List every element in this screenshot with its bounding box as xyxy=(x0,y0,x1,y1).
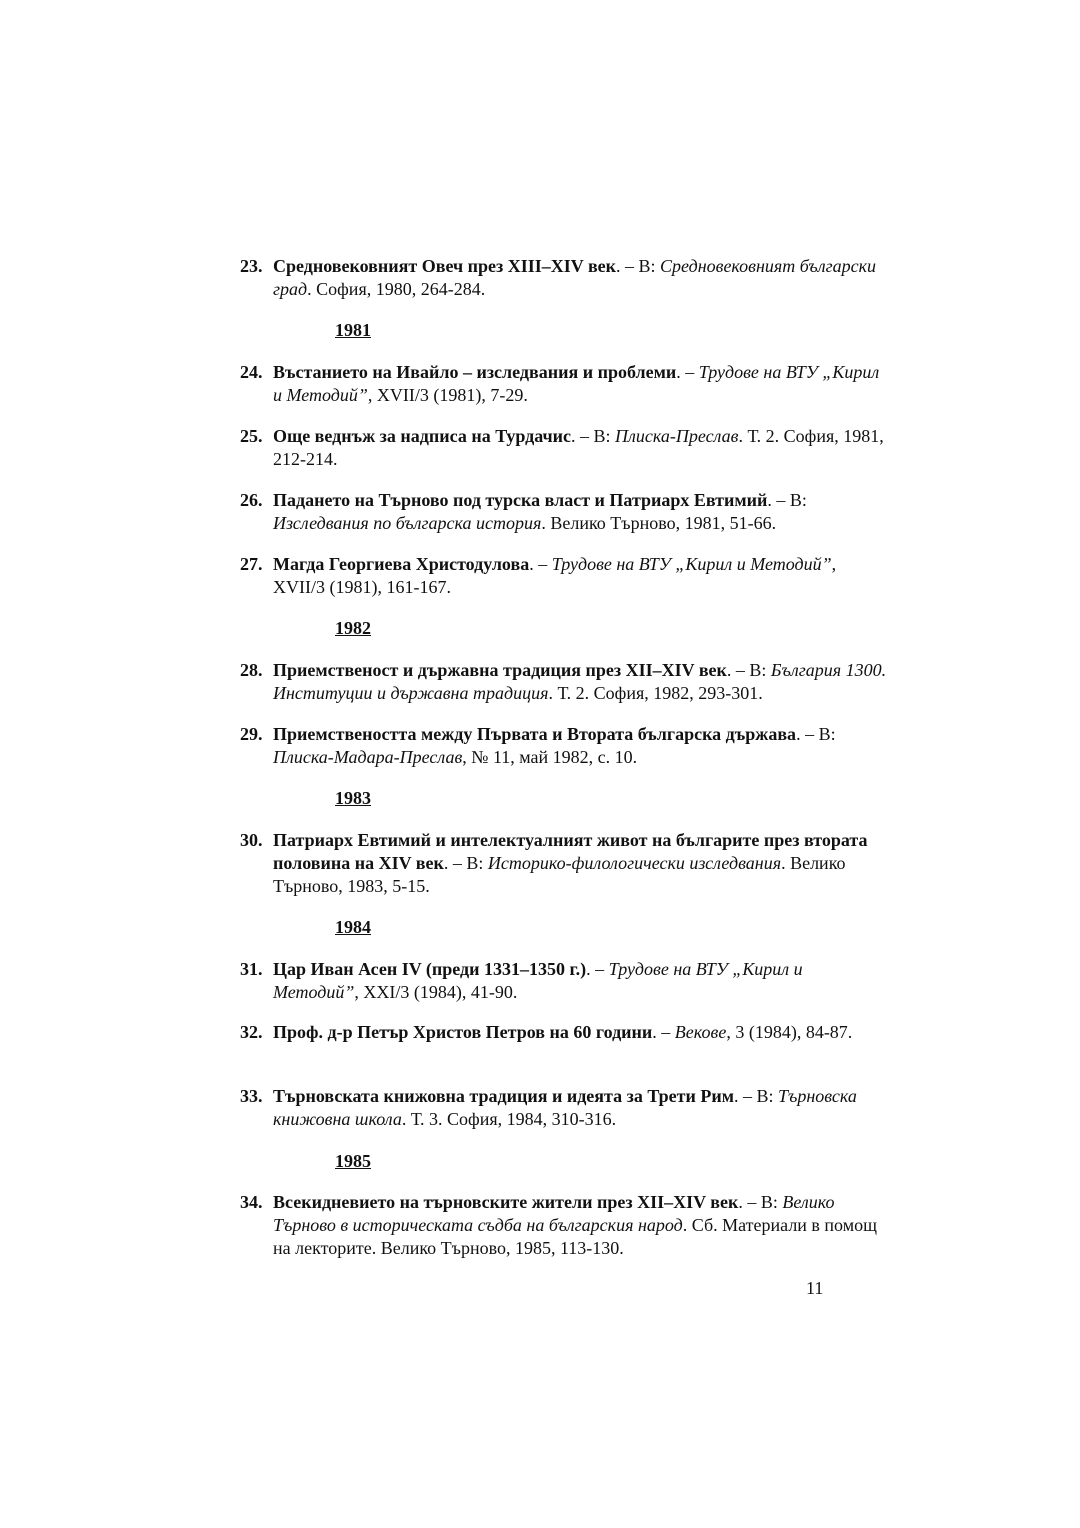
bibliography-entry xyxy=(240,489,890,535)
bibliography-entry xyxy=(240,425,890,471)
entry-source: Плиска-Преслав xyxy=(615,426,739,446)
entry-title: Проф. д-р Петър Христов Петров на 60 години xyxy=(273,1022,653,1042)
entry-source: България 1300. Институции и държавна традиция xyxy=(273,660,887,703)
bibliography-entry xyxy=(240,361,890,407)
entry-text: Патриарх Евтимий и интелектуалният живот на българите през втората половина на XIV век. – В: Историко-филологически изследвания. Велико Търново, 1983, 5-15. xyxy=(273,830,868,896)
bibliography-entry xyxy=(240,1191,890,1260)
year-heading-1984: 1984 xyxy=(335,917,371,937)
entry-number: 32. xyxy=(240,1022,263,1042)
entry-text: Цар Иван Асен IV (преди 1331–1350 г.). – Трудове на ВТУ „Кирил и Методий”, XXI/3 (1984), 41-90. xyxy=(273,959,803,1002)
entry-source: Историко-филологически изследвания xyxy=(487,853,782,873)
entry-number: 33. xyxy=(240,1086,263,1106)
entry-title: Магда Георгиева Христодулова xyxy=(273,554,530,574)
bibliography-entry xyxy=(240,1021,890,1044)
year-heading-1981: 1981 xyxy=(335,320,371,340)
entry-text: Всекидневието на търновските жители през XII–XIV век. – В: Велико Търново в историческата съдба на българския народ. Сб. Материали в помощ на лекторите. Велико Търново, 1985, 113-130. xyxy=(273,1192,877,1258)
entry-title: Търновската книжовна традиция и идеята за Трети Рим xyxy=(273,1086,734,1106)
entry-source: Велико Търново в историческата съдба на българския народ xyxy=(273,1192,835,1235)
entry-text: Търновската книжовна традиция и идеята за Трети Рим. – В: Търновска книжовна школа. Т. 3. София, 1984, 310-316. xyxy=(273,1086,857,1129)
bibliography-entry xyxy=(240,553,890,599)
entry-text: Магда Георгиева Христодулова. – Трудове на ВТУ „Кирил и Методий”, XVII/3 (1981), 161-167. xyxy=(273,554,837,597)
entry-title: Още веднъж за надписа на Турдачис xyxy=(273,426,571,446)
bibliography-entry xyxy=(240,723,890,769)
entry-text: Въстанието на Ивайло – изследвания и проблеми. – Трудове на ВТУ „Кирил и Методий”, XVII/3 (1981), 7-29. xyxy=(273,362,880,405)
entry-text: Приемствеността между Първата и Втората българска държава. – В: Плиска-Мадара-Преслав, № 11, май 1982, с. 10. xyxy=(273,724,836,767)
entry-number: 26. xyxy=(240,490,263,510)
entry-title: Падането на Търново под турска власт и Патриарх Евтимий xyxy=(273,490,768,510)
entry-source: Средновековният български град xyxy=(273,256,877,299)
entry-number: 30. xyxy=(240,830,263,850)
year-heading-1983: 1983 xyxy=(335,788,371,808)
entry-title: Приемственост и държавна традиция през XII–XIV век xyxy=(273,660,727,680)
entry-text: Още веднъж за надписа на Турдачис. – В: Плиска-Преслав. Т. 2. София, 1981, 212-214. xyxy=(273,426,884,469)
entry-text: Падането на Търново под турска власт и Патриарх Евтимий. – В: Изследвания по българска история. Велико Търново, 1981, 51-66. xyxy=(273,490,807,533)
entry-source: Векове xyxy=(674,1022,727,1042)
entry-source: Трудове на ВТУ „Кирил и Методий” xyxy=(273,959,803,1002)
entry-number: 29. xyxy=(240,724,263,744)
year-heading-1982: 1982 xyxy=(335,618,371,638)
entry-source: Изследвания по българска история xyxy=(273,513,542,533)
entry-number: 34. xyxy=(240,1192,263,1212)
entry-source: Плиска-Мадара-Преслав xyxy=(273,747,463,767)
entry-title: Патриарх Евтимий и интелектуалният живот на българите през втората половина на XIV век xyxy=(273,830,868,873)
bibliography-entry xyxy=(240,255,890,301)
entry-title: Средновековният Овеч през XIII–XIV век xyxy=(273,256,617,276)
entry-title: Всекидневието на търновските жители през XII–XIV век xyxy=(273,1192,739,1212)
bibliography-entry xyxy=(240,829,890,898)
page-number: 11 xyxy=(806,1278,824,1298)
entry-source: Търновска книжовна школа xyxy=(273,1086,857,1129)
entry-number: 31. xyxy=(240,959,263,979)
bibliography-entry xyxy=(240,958,890,1004)
entry-number: 23. xyxy=(240,256,263,276)
entry-text: Средновековният Овеч през XIII–XIV век. – В: Средновековният български град. София, 1980, 264-284. xyxy=(273,256,877,299)
entry-number: 25. xyxy=(240,426,263,446)
entry-source: Трудове на ВТУ „Кирил и Методий” xyxy=(551,554,832,574)
entry-number: 24. xyxy=(240,362,263,382)
entry-text: Проф. д-р Петър Христов Петров на 60 години. – Векове, 3 (1984), 84-87. xyxy=(273,1022,853,1042)
bibliography-entry xyxy=(240,1085,890,1131)
entry-number: 28. xyxy=(240,660,263,680)
entry-title: Приемствеността между Първата и Втората българска държава xyxy=(273,724,797,744)
entry-title: Въстанието на Ивайло – изследвания и проблеми xyxy=(273,362,677,382)
entry-number: 27. xyxy=(240,554,263,574)
bibliography-entry xyxy=(240,659,890,705)
year-heading-1985: 1985 xyxy=(335,1151,371,1171)
entry-title: Цар Иван Асен IV (преди 1331–1350 г.) xyxy=(273,959,587,979)
entry-text: Приемственост и държавна традиция през XII–XIV век. – В: България 1300. Институции и държавна традиция. Т. 2. София, 1982, 293-301. xyxy=(273,660,887,703)
entry-source: Трудове на ВТУ „Кирил и Методий” xyxy=(273,362,880,405)
